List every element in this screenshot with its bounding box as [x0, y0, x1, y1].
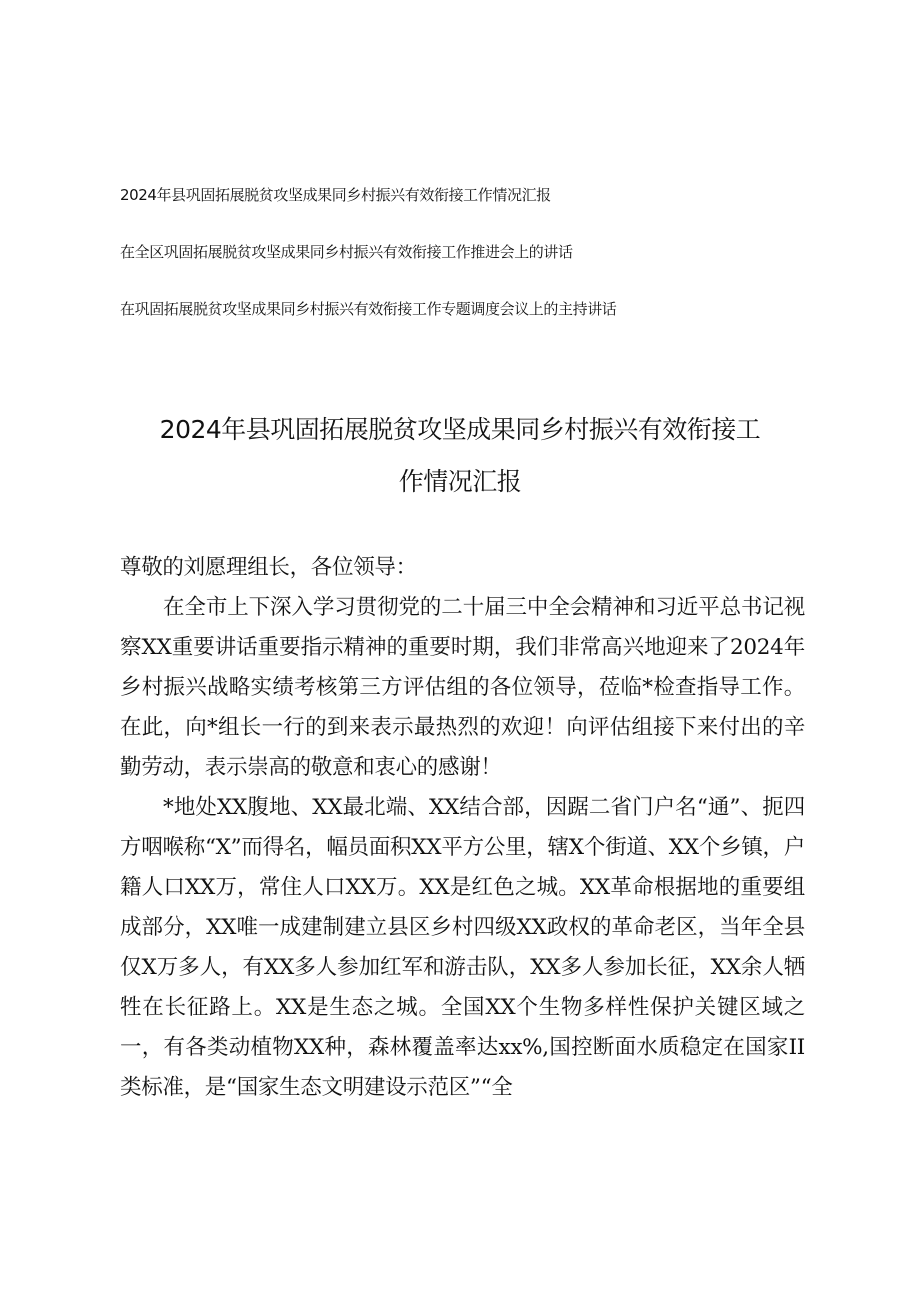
title-line-2: 作情况汇报	[398, 467, 522, 496]
table-of-contents	[120, 184, 820, 355]
body-paragraph-1: 在全市上下深入学习贯彻党的二十届三中全会精神和习近平总书记视察XX重要讲话重要指示精神的重要时期，我们非常高兴地迎来了2024年乡村振兴战略实绩考核第三方评估组的各位领导，莅临*检查指导工作。在此，向*组长一行的到来表示最热烈的欢迎！向评估组接下来付出的辛勤劳动，表示崇高的敬意和衷心的感谢！	[120, 595, 805, 780]
body-paragraph-2: *地处XX腹地、XX最北端、XX结合部，因踞二省门户名“通”、扼四方咽喉称“X”而得名，幅员面积XX平方公里，辖X个街道、XX个乡镇，户籍人口XX万，常住人口XX万。XX是红色之城。XX革命根据地的重要组成部分，XX唯一成建制建立县区乡村四级XX政权的革命老区，当年全县仅X万多人，有XX多人参加红军和游击队，XX多人参加长征，XX余人牺牲在长征路上。XX是生态之城。全国XX个生物多样性保护关键区域之一，有各类动植物XX种，森林覆盖率达xx%,国控断面水质稳定在国家II类标准，是“国家生态文明建设示范区”“全	[120, 795, 805, 1100]
title-line-1: 2024年县巩固拓展脱贫攻坚成果同乡村振兴有效衔接工	[159, 415, 761, 444]
toc-item-2: 在全区巩固拓展脱贫攻坚成果同乡村振兴有效衔接工作推进会上的讲话	[120, 243, 573, 261]
salutation: 尊敬的刘愿理组长，各位领导：	[120, 555, 417, 580]
toc-item-1: 2024年县巩固拓展脱贫攻坚成果同乡村振兴有效衔接工作情况汇报	[120, 186, 551, 204]
document-body	[120, 548, 805, 1108]
document-title	[130, 404, 790, 508]
toc-item-3: 在巩固拓展脱贫攻坚成果同乡村振兴有效衔接工作专题调度会议上的主持讲话	[120, 300, 617, 318]
